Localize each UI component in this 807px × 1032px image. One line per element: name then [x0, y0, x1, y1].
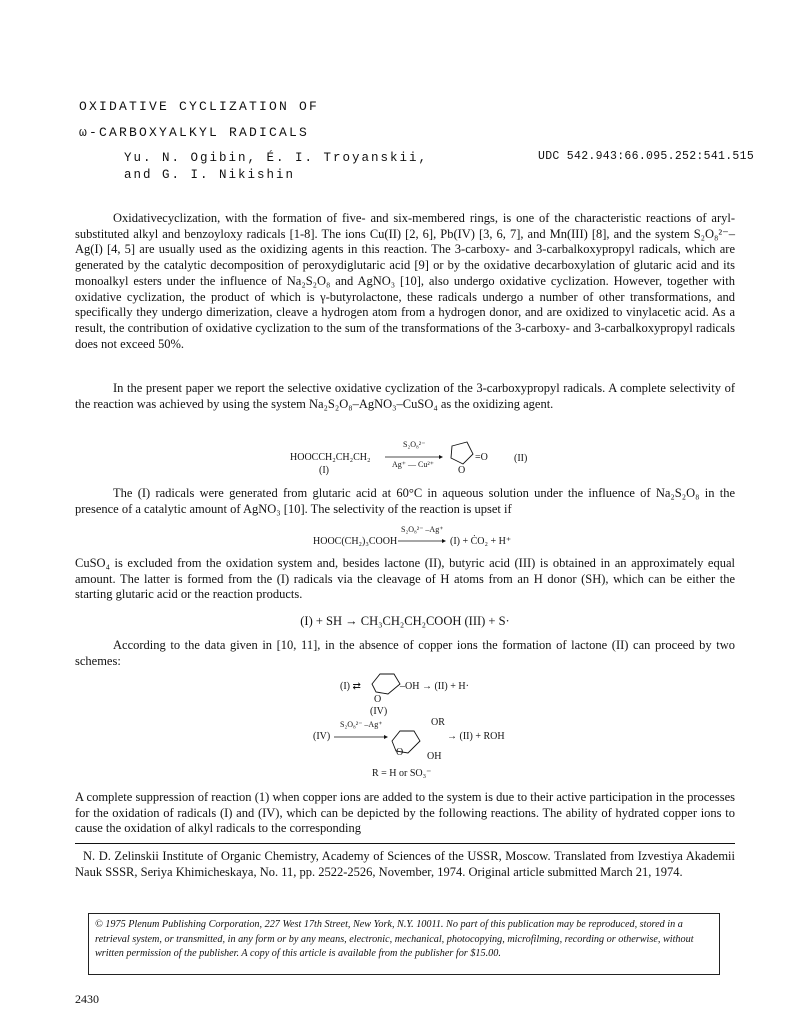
author-list	[124, 150, 428, 184]
eq5-products: → (II) + ROH	[447, 731, 505, 742]
title-line-1: OXIDATIVE CYCLIZATION OF	[79, 99, 320, 114]
eq1-reactant-label: (I)	[319, 465, 329, 476]
furan-ring-icon	[372, 674, 400, 694]
eq5-ring-oxygen: O	[396, 747, 404, 758]
paragraph-copper-excluded: CuSO₄ is excluded from the oxidation system and, besides lactone (II), butyric acid (III) is obtained in an approximately equal amount. The latter is formed from the (I) radicals via the cleavage of H atoms from an H donor (SH), which can be either the starting glutaric acid or the reaction products.	[75, 556, 735, 602]
eq1-carbonyl: =O	[475, 452, 488, 463]
eq5-reagent: S₂O₈²⁻ –Ag⁺	[340, 720, 383, 729]
lactone-ring-icon	[451, 442, 473, 464]
eq4-right: –OH → (II) + H·	[400, 681, 469, 692]
eq5-oh-group: OH	[427, 751, 442, 762]
udc-code: UDC 542.943:66.095.252:541.515	[538, 150, 755, 163]
eq2-arrow-svg	[398, 536, 448, 546]
paragraph-present-work: In the present paper we report the selective oxidative cyclization of the 3-carboxypropyl radicals. A complete selectivity of the reaction was achieved by using the system Na₂S₂O₈–AgNO₃–CuSO₄ as the oxidizing agent.	[75, 381, 735, 411]
eq2-reactant: HOOC(CH₂)₃COOH	[313, 536, 398, 547]
eq4-label: (IV)	[370, 706, 388, 717]
authors-line-1: Yu. N. Ogibin, É. I. Troyanskii,	[124, 151, 429, 165]
eq2-products: (I) + ĊO₂ + H⁺	[450, 536, 512, 547]
eq5-left: (IV)	[313, 731, 331, 742]
eq1-label: (II)	[514, 453, 528, 464]
eq5-arrowhead	[384, 735, 388, 739]
eq5-r-definition: R = H or SO₃⁻	[372, 768, 432, 779]
eq4-left: (I) ⇄	[340, 681, 361, 692]
eq1-reactant: HOOCCH₂CH₂CH₂	[290, 452, 371, 463]
eq5-or-group: OR	[431, 717, 445, 728]
eq1-ring-oxygen: O	[458, 465, 466, 476]
eq2-arrowhead	[442, 539, 446, 543]
eq1-reagent-below: Ag⁺ — Cu²⁺	[392, 460, 434, 469]
authors-line-2: and G. I. Nikishin	[124, 168, 296, 182]
eq1-arrowhead	[439, 455, 443, 459]
paragraph-suppression: A complete suppression of reaction (1) when copper ions are added to the system is due to their active participation in the processes for the oxidation of radicals (I) and (IV), which can be depicted by the following reactions. The ability of hydrated copper ions to cause the oxidation of alkyl radicals to the corresponding	[75, 790, 735, 836]
eq1-reagent-above: S₂O₈²⁻	[403, 440, 426, 449]
title-line-2: ω-CARBOXYALKYL RADICALS	[79, 125, 310, 140]
copyright-box	[88, 913, 720, 975]
paragraph-schemes: According to the data given in [10, 11], in the absence of copper ions the formation of lactone (II) can proceed by two schemes:	[75, 638, 735, 668]
footer-divider	[75, 843, 735, 844]
paragraph-intro: Oxidativecyclization, with the formation of five- and six-membered rings, is one of the characteristic reactions of aryl-substituted alkyl and benzoyloxy radicals [1-8]. The ions Cu(II) [2, 6], Pb(IV) [3, 6, 7], and Mn(III) [8], and the system S₂O₈²⁻–Ag(I) [4, 5] are usually used as the oxidizing agents in this reaction. The 3-carboxy- and 3-carbalkoxypropyl radicals, which are generated by the catalytic decomposition of peroxydiglutaric acid [9] or by the oxidative decarboxylation of glutaric acid and its monoalkyl esters under the influence of Na₂S₂O₈ and AgNO₃ [10], also undergo oxidative cyclization. However, together with oxidative cyclization, the product of which is γ-butyrolactone, these radicals undergo a number of other transformations, and specifically they undergo dimerization, cleave a hydrogen atom from a hydrogen donor, and are oxidized to vinylacetic acid. As a result, the contribution of oxidative cyclization to the sum of the transformations of the 3-carboxy- and 3-carbalkoxypropyl radicals does not exceed 50%.	[75, 211, 735, 351]
copyright-text: © 1975 Plenum Publishing Corporation, 227 West 17th Street, New York, N.Y. 10011. No part of this publication may be reproduced, stored in a retrieval system, or transmitted, in any form or by any means, electronic, mechanical, photocopying, microfilming, recording or otherwise, without written permission of the publisher. A copy of this article is available from the publisher for $15.00.	[95, 919, 694, 959]
paragraph-generation: The (I) radicals were generated from glutaric acid at 60°C in aqueous solution under the influence of Na₂S₂O₈ in the presence of a catalytic amount of AgNO₃ [10]. The selectivity of the reaction is upset if	[75, 486, 735, 516]
article-title	[79, 94, 319, 146]
eq4-ring-oxygen: O	[374, 694, 382, 705]
institute-note: N. D. Zelinskii Institute of Organic Chemistry, Academy of Sciences of the USSR, Moscow. Translated from Izvestiya Akademii Nauk SSSR, Seriya Khimicheskaya, No. 11, pp. 2522-2526, November, 1974. Original article submitted March 21, 1974.	[75, 849, 735, 879]
eq2-reagent: S₂O₈²⁻ –Ag⁺	[401, 525, 444, 534]
page-number: 2430	[75, 992, 99, 1006]
equation-3: (I) + SH → CH₃CH₂CH₂COOH (III) + S·	[300, 614, 510, 628]
eq5-arrow-ring-svg	[334, 727, 434, 763]
